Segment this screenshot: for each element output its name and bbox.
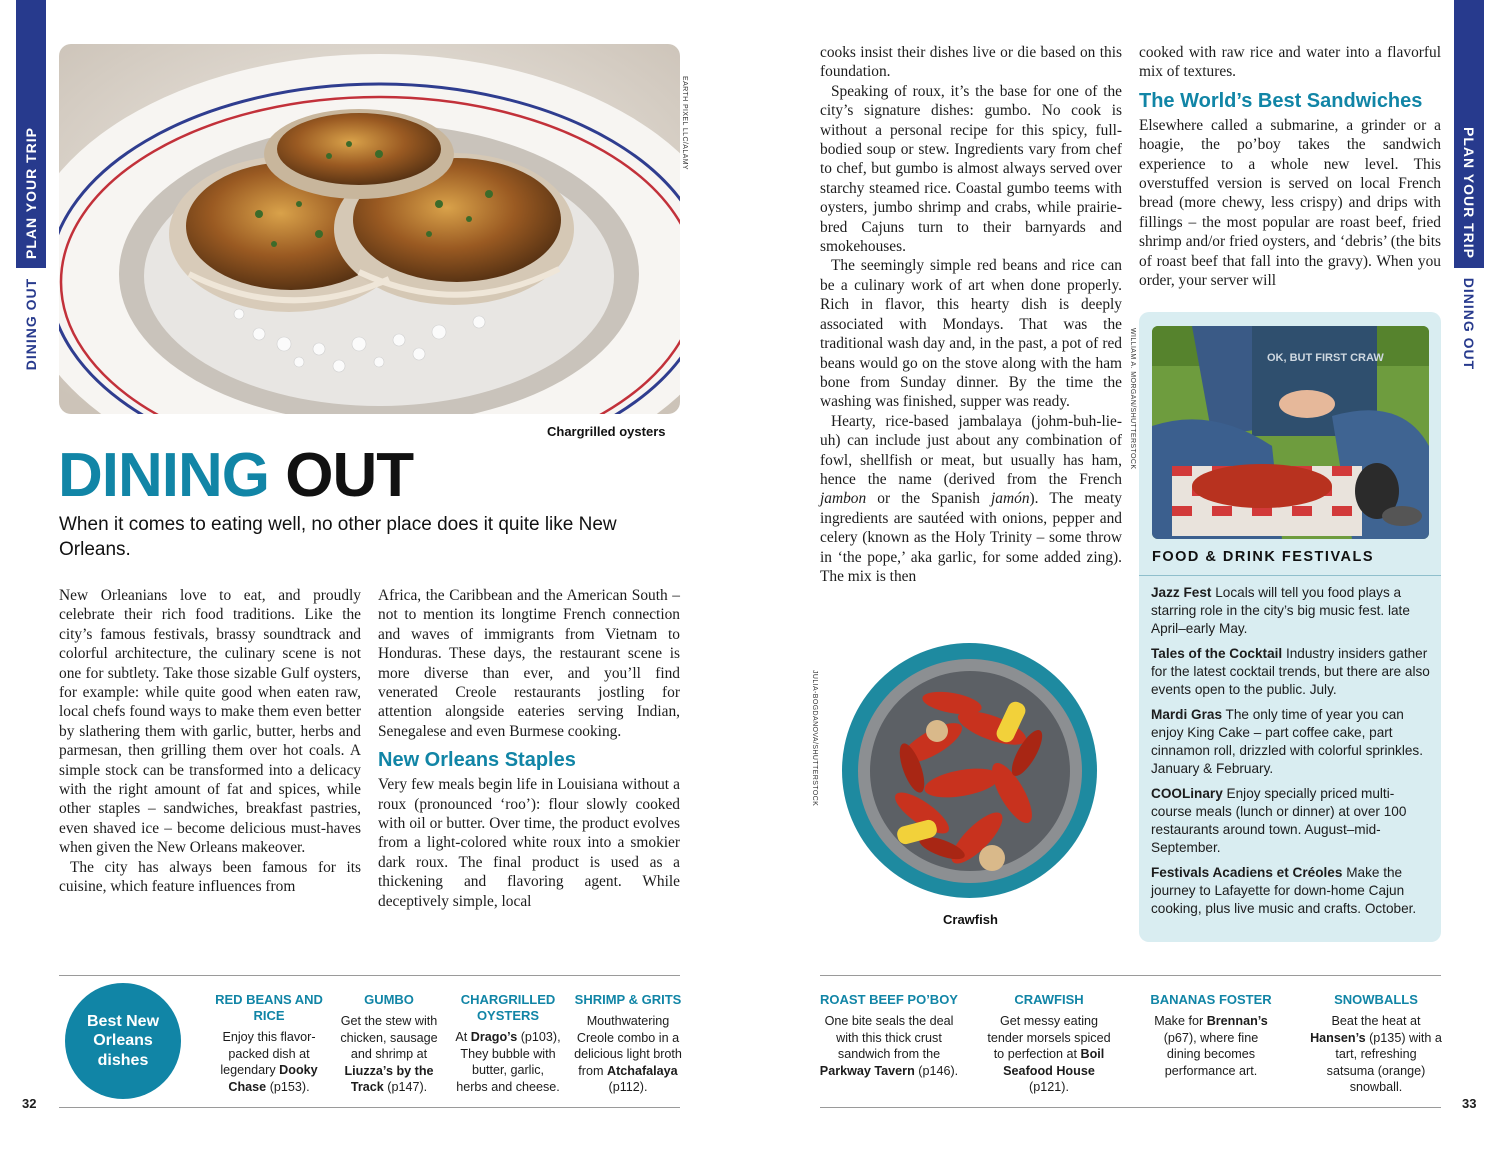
best-dish-text: Get the stew with chicken, sausage and shrimp at Liuzza’s by the Track (p147). [340, 1014, 438, 1094]
best-strip-bottom-rule-left [59, 1107, 680, 1108]
subheading-worlds-best-sandwiches: The World’s Best Sandwiches [1139, 89, 1423, 112]
best-dish-title: RED BEANS AND RICE [215, 992, 323, 1023]
col1-paragraph-1: New Orleanians love to eat, and proudly celebrate their rich food traditions. Like the city’s famous festivals, brassy soundtrack and colorful architecture, the culinary scene is not one for subtlety. Take those sizable Gulf oysters, for example: while quite good when eaten raw, local chefs found ways to make them even better by slathering them with garlic, butter, herbs and parmesan, then grilling them over hot coals. A simple stock can be transformed into a delicacy with the right amount of fat and spices, while other staples – sandwiches, breakfast pastries, even shaved ice – become delicious must-haves when given the New Orleans makeover. [59, 587, 361, 857]
col4-paragraph-1: cooked with raw rice and water into a flavorful mix of textures. [1139, 44, 1441, 81]
best-dish-text: Mouthwatering Creole combo in a delicious light broth from Atchafalaya (p112). [574, 1014, 682, 1094]
best-dish-title: BANANAS FOSTER [1150, 992, 1272, 1007]
best-dish-title: SNOWBALLS [1334, 992, 1418, 1007]
right-tab-plan-your-trip: PLAN YOUR TRIP [1461, 127, 1477, 259]
festivals-heading: FOOD & DRINK FESTIVALS [1152, 549, 1375, 565]
best-dish-crawfish [984, 992, 1114, 1096]
col3-paragraph-1: cooks insist their dishes live or die based on this foundation. [820, 44, 1122, 81]
best-dish-red-beans [215, 992, 323, 1095]
article-column-2 [378, 586, 680, 911]
best-strip-top-rule-right [820, 975, 1441, 976]
page-number-left: 32 [22, 1096, 37, 1111]
subheading-new-orleans-staples: New Orleans Staples [378, 749, 576, 772]
left-tab-dining-out: DINING OUT [23, 277, 39, 371]
col3-paragraph-3: The seemingly simple red beans and rice can be a culinary work of art when done properly. Rich in flavor, this hearty dish is deeply associated with Mondays. That was the traditional wash day and, in the past, a pot of red beans would go on the stove along with the ham bone from Sunday dinner. By the time the washing was finished, supper was ready. [820, 257, 1122, 411]
best-dishes-badge [65, 983, 181, 1099]
left-tab-plan-your-trip: PLAN YOUR TRIP [23, 127, 39, 259]
page-title [58, 441, 414, 510]
festival-photo [1152, 326, 1429, 539]
festival-item: Mardi Gras The only time of year you can enjoy King Cake – part coffee cake, part cinnamon roll, drizzled with colorful sprinkles. January & February. [1151, 707, 1423, 776]
festival-photo-credit: WILLIAM A. MORGAN/SHUTTERSTOCK [1129, 328, 1136, 470]
best-dish-text: One bite seals the deal with this thick crust sandwich from the Parkway Tavern (p146). [819, 1014, 959, 1078]
best-dish-text: Make for Brennan’s (p67), where fine dining becomes performance art. [1154, 1014, 1268, 1078]
best-dish-text: Beat the heat at Hansen’s (p135) with a tart, refreshing satsuma (orange) snowball. [1310, 1014, 1442, 1094]
col2-paragraph-1: Africa, the Caribbean and the American South – not to mention its longtime French connection and waves of immigrants from Vietnam to Honduras. These days, the restaurant scene is more diverse than ever, and you’ll find venerated Creole restaurants jostling for attention alongside eateries serving Indian, Senegalese and even Burmese cooking. [378, 587, 680, 740]
article-column-1 [59, 586, 361, 897]
right-tab-dining-out: DINING OUT [1461, 277, 1477, 371]
col3-paragraph-4: Hearty, rice-based jambalaya (johm-buh-lie-uh) can include just about any combination of fowl, shellfish or meat, but usually has ham, hence the name (derived from the French jambon or the Spanish jamón). The meaty ingredients are sautéed with onions, pepper and celery (known as the Holy Trinity – some throw in ‘the pope,’ aka garlic, for some added zing). The mix is then [820, 412, 1122, 585]
article-column-4 [1139, 43, 1441, 290]
article-column-3 [820, 43, 1122, 586]
best-dish-title: CRAWFISH [1014, 992, 1084, 1007]
oysters-photo [59, 44, 680, 414]
best-dish-title: SHRIMP & GRITS [574, 992, 682, 1007]
col3-paragraph-2: Speaking of roux, it’s the base for one of the city’s signature dishes: gumbo. No cook is without a personal recipe for this spicy, full-bodied soup or stew. Ingredients vary from chef to chef, but gumbo is almost always served over starchy steamed rice. Coastal gumbo teems with oysters, jumbo shrimp and crabs, while prairie-bred Cajuns turn to their barnyards and smokehouses. [820, 82, 1122, 256]
crawfish-illustration [842, 643, 1097, 898]
col1-paragraph-2: The city has always been famous for its cuisine, which feature influences from [59, 858, 361, 896]
crawfish-photo-credit: JULIA-BOGDANOVA/SHUTTERSTOCK [811, 670, 818, 807]
crawfish-caption: Crawfish [943, 912, 998, 927]
best-dish-roast-beef-poboy [818, 992, 960, 1079]
best-dish-text: Enjoy this flavor-packed dish at legendary Dooky Chase (p153). [220, 1030, 318, 1094]
best-strip-bottom-rule-right [820, 1107, 1441, 1108]
food-drink-festivals-box [1139, 312, 1441, 942]
festivals-list [1151, 584, 1431, 925]
oysters-illustration [59, 44, 680, 414]
page-title-dining: DINING [58, 441, 269, 510]
festivals-divider [1139, 575, 1441, 576]
page-number-right: 33 [1462, 1096, 1477, 1111]
festival-illustration [1152, 326, 1429, 539]
best-dish-text: Get messy eating tender morsels spiced to perfection at Boil Seafood House (p121). [987, 1014, 1111, 1094]
best-dish-chargrilled-oysters [455, 992, 561, 1095]
page-title-out: OUT [285, 441, 414, 510]
festival-item: Festivals Acadiens et Créoles Make the journey to Lafayette for down-home Cajun cooking, plus live music and crafts. October. [1151, 865, 1417, 916]
best-dish-title: GUMBO [364, 992, 414, 1007]
best-dish-title: CHARGRILLED OYSTERS [460, 992, 556, 1023]
col2-paragraph-2: Very few meals begin life in Louisiana without a roux (pronounced ‘roo’): flour slowly cooked with oil or butter. Over time, the product evolves from a light-colored white roux into a smokier dark roux. The final product is used as a thickening and flavoring agent. While deceptively simple, local [378, 776, 680, 910]
crawfish-photo [842, 643, 1097, 898]
best-dish-title: ROAST BEEF PO’BOY [820, 992, 958, 1007]
best-dish-text: At Drago’s (p103), They bubble with butter, garlic, herbs and cheese. [455, 1030, 561, 1094]
best-dish-snowballs [1310, 992, 1442, 1096]
best-dish-shrimp-grits [574, 992, 682, 1096]
best-dishes-badge-label: Best New Orleans dishes [86, 1012, 160, 1069]
festival-item: Jazz Fest Locals will tell you food plays a starring role in the city’s big music fest. late April–early May. [1151, 585, 1410, 636]
best-dish-bananas-foster [1150, 992, 1272, 1079]
oysters-photo-credit: EARTH PIXEL LLC/ALAMY [681, 76, 688, 170]
best-strip-top-rule-left [59, 975, 680, 976]
best-dish-gumbo [334, 992, 444, 1096]
col4-paragraph-2: Elsewhere called a submarine, a grinder or a hoagie, the po’boy takes the sandwich experience to a whole new level. This overstuffed version is served on local French bread (more chewy, less crispy) and drips with fillings – the most popular are roast beef, fried shrimp and/or fried oysters, and ‘debris’ (the bits of roast beef that fall into the gravy). When you order, your server will [1139, 116, 1441, 290]
intro-text: When it comes to eating well, no other place does it quite like New Orleans. [59, 514, 617, 560]
festival-item: COOLinary Enjoy specially priced multi-course meals (lunch or dinner) at over 100 restaurants around town. August–mid-September. [1151, 786, 1407, 855]
festival-item: Tales of the Cocktail Industry insiders gather for the latest cocktail trends, but there are also events open to the public. July. [1151, 646, 1430, 697]
festival-tshirt-text: OK, BUT FIRST CRAW [1267, 352, 1384, 364]
oysters-caption: Chargrilled oysters [547, 424, 666, 439]
